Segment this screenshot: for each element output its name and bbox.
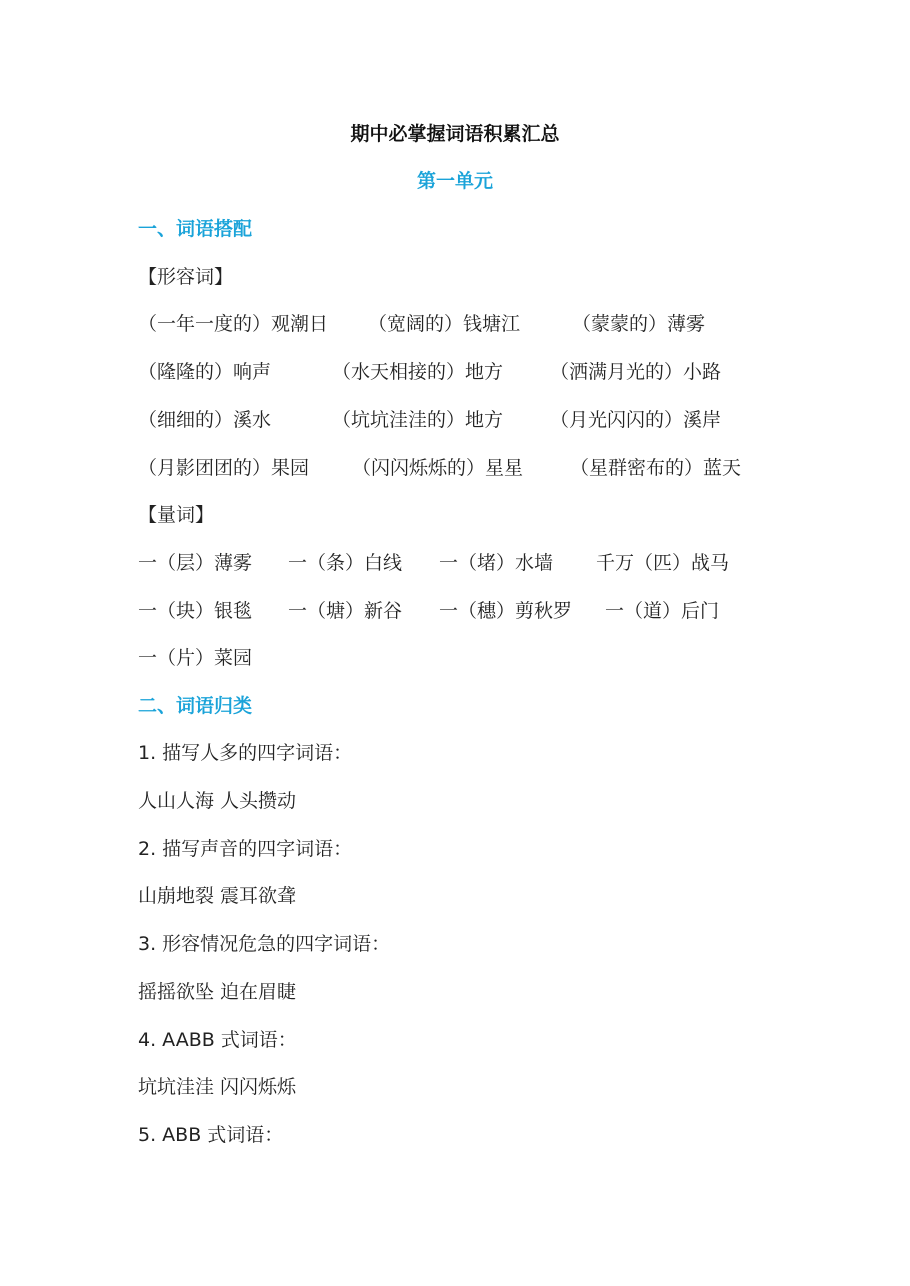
adjective-phrase: （月影团团的）果园	[138, 457, 310, 479]
adjective-phrase: （月光闪闪的）溪岸	[550, 409, 722, 431]
page-title: 期中必掌握词语积累汇总	[350, 123, 560, 145]
category-answer: 坑坑洼洼 闪闪烁烁	[138, 1076, 297, 1098]
category-answer: 山崩地裂 震耳欲聋	[138, 885, 297, 907]
measure-phrase: 一（穗）剪秋罗	[439, 600, 573, 622]
category-question: 1. 描写人多的四字词语：	[138, 742, 353, 764]
adjective-phrase: （闪闪烁烁的）星星	[352, 457, 524, 479]
unit-heading: 第一单元	[416, 170, 493, 192]
category-question: 3. 形容情况危急的四字词语：	[138, 933, 391, 955]
measure-phrase: 一（条）白线	[288, 552, 403, 574]
measure-phrase: 一（道）后门	[605, 600, 720, 622]
measure-phrase: 一（块）银毯	[138, 600, 253, 622]
category-question: 4. AABB 式词语：	[138, 1029, 297, 1051]
measure-phrase: 一（塘）新谷	[288, 600, 403, 622]
adjective-phrase: （星群密布的）蓝天	[570, 457, 742, 479]
measure-word-label: 【量词】	[138, 504, 215, 526]
measure-phrase: 一（片）菜园	[138, 647, 253, 669]
category-answer: 人山人海 人头攒动	[138, 790, 297, 812]
category-question: 5. ABB 式词语：	[138, 1124, 284, 1146]
adjective-phrase: （隆隆的）响声	[138, 361, 272, 383]
measure-phrase: 一（层）薄雾	[138, 552, 253, 574]
adjective-phrase: （细细的）溪水	[138, 409, 272, 431]
adjective-label: 【形容词】	[138, 266, 234, 288]
adjective-phrase: （水天相接的）地方	[332, 361, 504, 383]
category-question: 2. 描写声音的四字词语：	[138, 838, 353, 860]
adjective-phrase: （一年一度的）观潮日	[138, 313, 329, 335]
adjective-phrase: （蒙蒙的）薄雾	[572, 313, 706, 335]
adjective-phrase: （宽阔的）钱塘江	[368, 313, 521, 335]
category-answer: 摇摇欲坠 迫在眉睫	[138, 981, 297, 1003]
measure-phrase: 千万（匹）战马	[596, 552, 730, 574]
adjective-phrase: （坑坑洼洼的）地方	[332, 409, 504, 431]
section-heading-collocation: 一、词语搭配	[138, 218, 253, 240]
adjective-phrase: （洒满月光的）小路	[550, 361, 722, 383]
section-heading-classification: 二、词语归类	[138, 695, 253, 717]
measure-phrase: 一（堵）水墙	[439, 552, 554, 574]
